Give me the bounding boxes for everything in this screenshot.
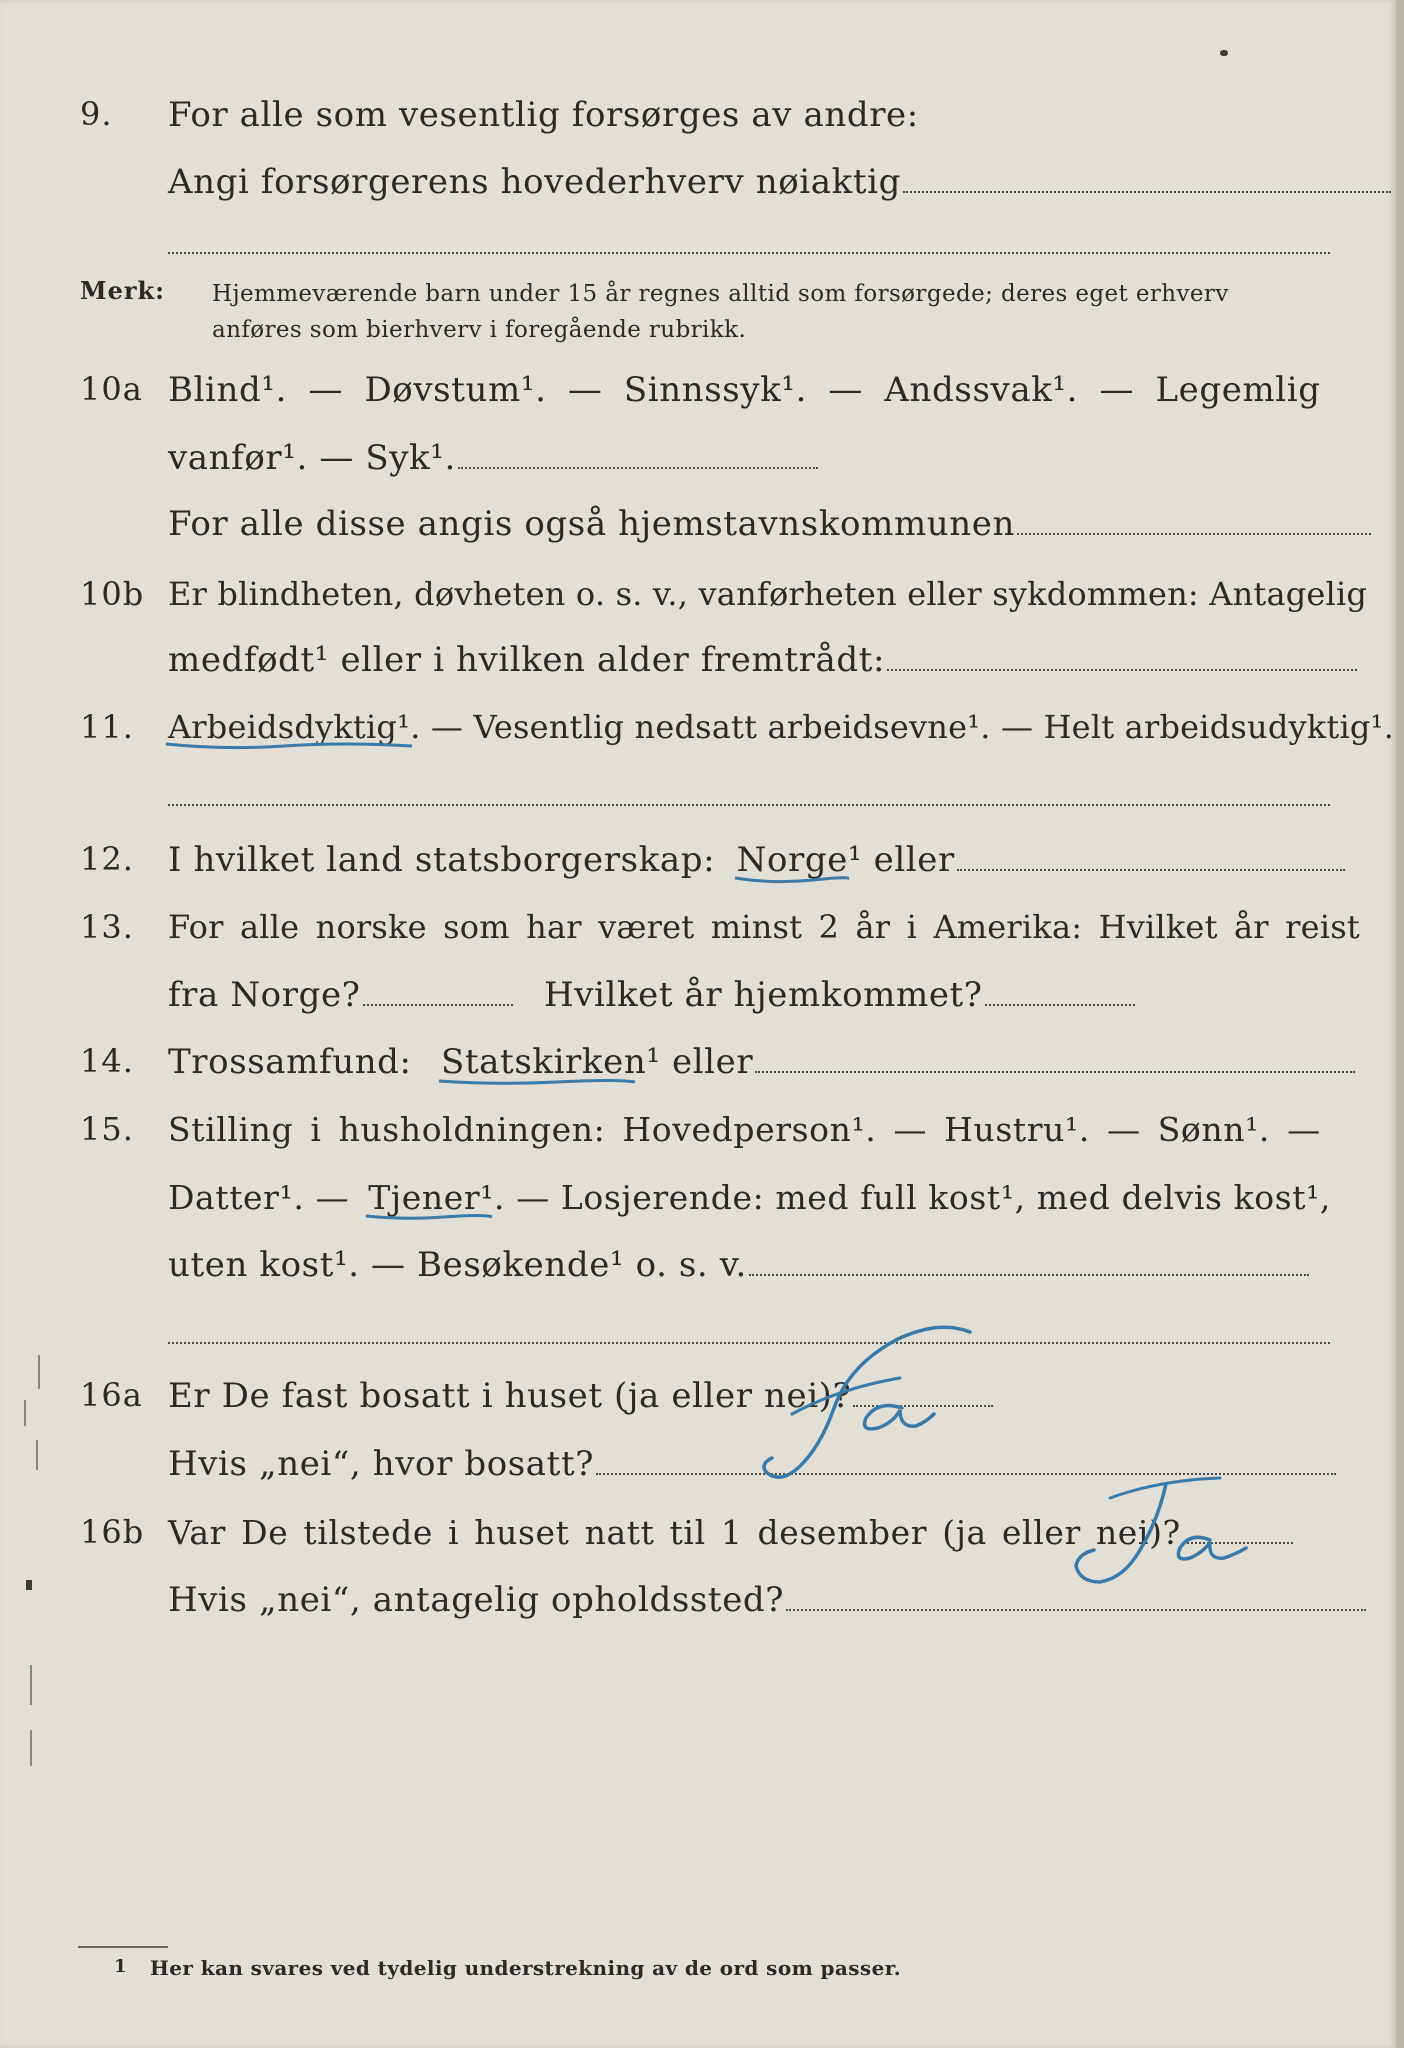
dotted-fill (749, 1272, 1309, 1276)
question-text: Stilling i husholdningen: Hovedperson¹. — Hustru¹. — Sønn¹. — (168, 1110, 1321, 1149)
question-text: Hvis „nei“, antagelig opholdssted? (168, 1580, 785, 1620)
question-text: For alle norske som har været minst 2 år i Amerika: Hvilket år reist (168, 908, 1360, 946)
margin-mark (24, 1400, 26, 1426)
margin-mark (36, 1440, 38, 1470)
ink-underline (164, 736, 414, 756)
answer-line[interactable] (168, 975, 1330, 1015)
question-number: 12. (80, 840, 134, 878)
margin-mark (38, 1355, 40, 1389)
question-text: Er blindheten, døvheten o. s. v., vanførheten eller sykdommen: Antagelig (168, 575, 1368, 613)
answer-line[interactable] (168, 504, 1330, 544)
question-text: Trossamfund: (168, 1042, 412, 1082)
answer-line[interactable] (168, 438, 1330, 478)
question-text: Hvilket år hjemkommet? (543, 975, 983, 1015)
option-label: Norge¹ (736, 840, 863, 880)
question-text: For alle disse angis også hjemstavnskommunen (168, 504, 1015, 544)
merk-label: Merk: (80, 276, 165, 305)
question-number: 14. (80, 1042, 134, 1080)
question-text: Datter¹. — (168, 1178, 350, 1217)
ink-underline (437, 1072, 637, 1092)
question-text: Er De fast bosatt i huset (ja eller nei)? (168, 1376, 852, 1416)
dotted-fill (887, 667, 1357, 671)
dotted-fill (1017, 531, 1371, 535)
dotted-fill (903, 189, 1391, 193)
footnote (114, 1956, 902, 1980)
question-text: Var De tilstede i huset natt til 1 desember (ja eller nei)? (168, 1513, 1181, 1552)
question-number: 9. (80, 95, 113, 133)
margin-mark (30, 1730, 32, 1766)
option-tjener[interactable] (368, 1178, 505, 1217)
question-text: fra Norge? (168, 975, 361, 1015)
answer-line[interactable] (168, 1376, 1330, 1416)
answer-line[interactable] (168, 1245, 1330, 1285)
question-text: eller (671, 1042, 754, 1082)
question-text (168, 1178, 1330, 1217)
question-text: eller (873, 840, 955, 880)
handwritten-ja-16a (750, 1318, 990, 1488)
question-text: Angi forsørgerens hovederhverv nøiaktig (168, 162, 901, 202)
dotted-fill (957, 867, 1345, 871)
answer-line[interactable] (168, 640, 1330, 680)
question-number: 11. (80, 708, 134, 746)
question-text (168, 708, 1394, 746)
footnote-mark: 1 (114, 1956, 127, 1977)
answer-line[interactable] (168, 840, 1330, 880)
answer-rule[interactable] (168, 1342, 1330, 1344)
question-number: 16a (80, 1376, 143, 1414)
question-text-rest: — Vesentlig nedsatt arbeidsevne¹. — Helt arbeidsudyktig¹. (420, 708, 1394, 746)
question-text: medfødt¹ eller i hvilken alder fremtrådt: (168, 640, 886, 680)
margin-mark (26, 1580, 32, 1590)
option-label: Tjener¹. (368, 1178, 506, 1217)
footnote-rule (78, 1946, 168, 1948)
page-edge (1396, 0, 1404, 2048)
dotted-fill (363, 1002, 513, 1006)
question-text: — Losjerende: med full kost¹, med delvis kost¹, (516, 1178, 1332, 1217)
question-number: 15. (80, 1110, 134, 1148)
question-text: uten kost¹. — Besøkende¹ o. s. v. (168, 1245, 747, 1285)
question-text: Blind¹. — Døvstum¹. — Sinnssyk¹. — Andssvak¹. — Legemlig (168, 370, 1321, 410)
merk-text-line: anføres som bierhverv i foregående rubrikk. (212, 317, 747, 343)
dotted-fill (786, 1607, 1366, 1611)
answer-line[interactable] (168, 1042, 1330, 1082)
option-statskirken[interactable] (441, 1042, 661, 1082)
dotted-fill (985, 1002, 1135, 1006)
question-number: 16b (80, 1513, 145, 1551)
question-text: I hvilket land statsborgerskap: (168, 840, 716, 880)
ink-underline (733, 870, 849, 890)
question-text: Hvis „nei“, hvor bosatt? (168, 1444, 595, 1484)
question-number: 10b (80, 575, 145, 613)
option-label: Arbeidsdyktig¹. (168, 708, 421, 746)
merk-text-line: Hjemmeværende barn under 15 år regnes alltid som forsørgede; deres eget erhverv (212, 281, 1229, 307)
handwritten-ja-16b (1040, 1470, 1270, 1600)
ink-underline (364, 1207, 494, 1227)
dotted-fill (458, 465, 818, 469)
footnote-text: Her kan svares ved tydelig understrekning av de ord som passer. (150, 1956, 902, 1980)
answer-line[interactable] (168, 162, 1330, 202)
option-norge[interactable] (737, 840, 863, 880)
answer-rule[interactable] (168, 804, 1330, 806)
margin-mark (30, 1665, 32, 1705)
question-text: vanfør¹. — Syk¹. (168, 438, 456, 478)
question-number: 10a (80, 370, 143, 408)
question-text: For alle som vesentlig forsørges av andre: (168, 95, 919, 135)
answer-rule[interactable] (168, 252, 1330, 254)
ink-dot (1220, 50, 1228, 56)
option-label: Statskirken¹ (441, 1042, 661, 1082)
dotted-fill (755, 1069, 1355, 1073)
option-arbeidsdyktig[interactable] (168, 708, 421, 746)
merk-text (212, 276, 1330, 348)
question-number: 13. (80, 908, 134, 946)
